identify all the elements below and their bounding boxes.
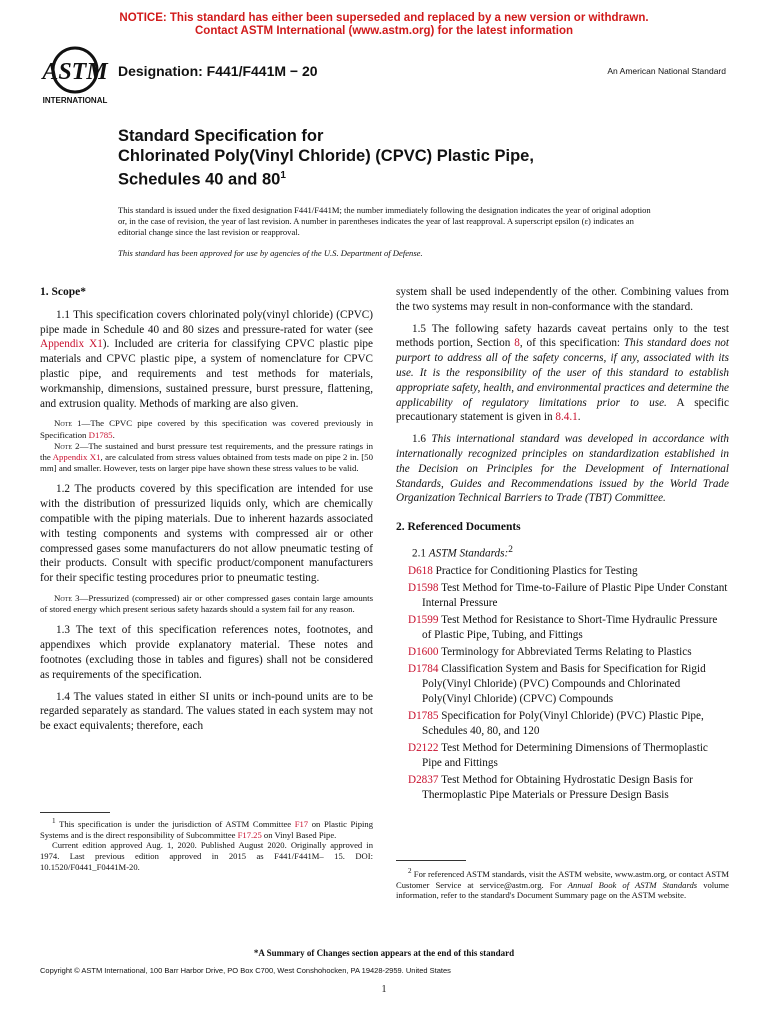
ref-item: D2837 Test Method for Obtaining Hydrostatic Design Basis for Thermoplastic Pipe Materials or Pressure Design Basis bbox=[408, 774, 693, 802]
link-8-4-1[interactable]: 8.4.1 bbox=[555, 411, 578, 424]
refs-heading: 2. Referenced Documents bbox=[396, 521, 521, 534]
ref-link[interactable]: D2837 bbox=[408, 774, 439, 787]
para-1-5: 1.5 The following safety hazards caveat pertains only to the test methods portion, Section 8, of this specification: This standard does not purport to address all of the safety concerns, if any, associated with its use. It is the responsibility of the user of this standard to establish appropriate safety, health, and environmental practices and determine the applicability of regulatory limitations prior to use. A specific precautionary statement is given in 8.4.1. bbox=[396, 322, 729, 424]
ref-link[interactable]: D1600 bbox=[408, 646, 439, 659]
notice-line-1: NOTICE: This standard has either been superseded and replaced by a new version or withdrawn. bbox=[119, 12, 649, 24]
ref-item: D1599 Test Method for Resistance to Short-Time Hydraulic Pressure of Plastic Pipe, Tubing, and Fittings bbox=[408, 614, 718, 642]
ref-item: D1785 Specification for Poly(Vinyl Chloride) (PVC) Plastic Pipe, Schedules 40, 80, and 120 bbox=[408, 710, 704, 738]
para-1-4: 1.4 The values stated in either SI units or inch-pound units are to be regarded separately as standard. The values stated in each system may not be exact equivalents; therefore, each bbox=[40, 690, 373, 733]
ref-link[interactable]: D1785 bbox=[408, 710, 439, 723]
note-2: Note 2—The sustained and burst pressure test requirements, and the pressure ratings in the Appendix X1, are calculated from stress values obtained from tests made on pipe 2 in. [50 mm] and smaller. However, tests on larger pipe have shown these stress values to be valid. bbox=[40, 440, 373, 474]
link-f17[interactable]: F17 bbox=[294, 818, 309, 829]
ref-link[interactable]: D1598 bbox=[408, 582, 439, 595]
footnote-2-ref[interactable]: 2 bbox=[508, 544, 513, 555]
link-appendix-x1[interactable]: Appendix X1 bbox=[40, 338, 103, 351]
right-column bbox=[396, 285, 729, 805]
designation: Designation: F441/F441M − 20 bbox=[118, 63, 318, 79]
para-1-2: 1.2 The products covered by this specification are intended for use with the distribution of pressurized liquids only, which are chemically compatible with the piping materials. Due to inherent hazards associated with testing components and systems with compressed air or other compressed gases some manufacturers do not allow pneumatic testing of their products. Consult with specific product/component manufacturers for their specific testing procedures prior to pneumatic testing. bbox=[40, 483, 373, 585]
para-1-4-cont: system shall be used independently of the other. Combining values from the two systems may result in non-conformance with the standard. bbox=[396, 286, 729, 313]
ref-link[interactable]: D618 bbox=[408, 565, 433, 578]
left-column bbox=[40, 285, 373, 741]
document-title bbox=[118, 126, 678, 190]
link-section-8[interactable]: 8 bbox=[514, 337, 520, 350]
para-1-1: 1.1 This specification covers chlorinated poly(vinyl chloride) (CPVC) pipe made in Schedule 40 and 80 sizes and pressure-rated for water (see Appendix X1). Included are criteria for classifying CPVC plastic pipe materials and CPVC plastic pipe, a system of nomenclature for CPVC plastic pipe, and requirements and test methods for materials, workmanship, dimensions, sustained pressure, burst pressure, flattening, and extrusion quality. Methods of marking are also given. bbox=[40, 308, 373, 410]
ref-item: D1784 Classification System and Basis for Specification for Rigid Poly(Vinyl Chloride) (PVC) Compounds and Chlorinated Poly(Vinyl Chloride) (CPVC) Compounds bbox=[408, 663, 706, 706]
footnote-1: $^1$ This specification is under the jurisdiction of ASTM Committee F17 on Plastic Piping Systems and is the direct responsibility of Subcommittee F17.25 on Vinyl Based Pipe. Current edition approved Aug. 1, 2020. Published August 2020. Originally approved in 1974. Last previous edition approved in 2015 as F441/F441M– 15. DOI: 10.1520/F0441_F0441M-20. bbox=[40, 817, 373, 873]
link-appendix-x1-note[interactable]: Appendix X1 bbox=[52, 451, 101, 462]
page-number: 1 bbox=[381, 984, 387, 995]
scope-heading: 1. Scope* bbox=[40, 286, 86, 298]
ref-item: D2122 Test Method for Determining Dimensions of Thermoplastic Pipe and Fittings bbox=[408, 742, 708, 770]
footnote-divider-right bbox=[396, 860, 466, 861]
american-national-standard: An American National Standard bbox=[607, 66, 726, 76]
summary-of-changes-note: *A Summary of Changes section appears at the end of this standard bbox=[253, 948, 515, 958]
note-1: Note 1—The CPVC pipe covered by this specification was covered previously in Specification D1785. bbox=[40, 418, 373, 440]
ref-item: D1600 Terminology for Abbreviated Terms Relating to Plastics bbox=[408, 646, 692, 659]
notice-banner bbox=[0, 12, 768, 38]
link-f17-25[interactable]: F17.25 bbox=[237, 829, 262, 840]
para-1-3: 1.3 The text of this specification references notes, footnotes, and appendixes which provide explanatory material. These notes and footnotes (excluding those in tables and figures) shall not be considered as requirements of the specification. bbox=[40, 624, 373, 681]
title-line-1: Standard Specification for bbox=[118, 127, 324, 145]
copyright: Copyright © ASTM International, 100 Barr Harbor Drive, PO Box C700, West Conshohocken, PA 19428-2959. United States bbox=[40, 966, 451, 975]
astm-standards-label: 2.1 ASTM Standards:$^2$ bbox=[412, 544, 513, 560]
title-line-3: Schedules 40 and $80^1$ bbox=[118, 170, 286, 189]
ref-item: D618 Practice for Conditioning Plastics for Testing bbox=[408, 565, 638, 578]
footnote-1-edition: Current edition approved Aug. 1, 2020. Published August 2020. Originally approved in 1974. Last previous edition approved in 2015 as F441/F441M– 15. DOI: 10.1520/F0441_F0441M-20. bbox=[40, 840, 373, 873]
para-1-6: 1.6 This international standard was developed in accordance with internationally recognized principles on standardization established in the Decision on Principles for the Development of International Standards, Guides and Recommendations issued by the World Trade Organization Technical Barriers to Trade (TBT) Committee. bbox=[396, 433, 729, 505]
logo-text: INTERNATIONAL bbox=[42, 96, 108, 105]
ref-link[interactable]: D1784 bbox=[408, 663, 439, 676]
svg-text:ASTM: ASTM bbox=[42, 59, 108, 85]
dod-approval: This standard has been approved for use by agencies of the U.S. Department of Defense. bbox=[118, 248, 423, 258]
ref-link[interactable]: D2122 bbox=[408, 742, 439, 755]
ref-link[interactable]: D1599 bbox=[408, 614, 439, 627]
footnote-2: $^2$ For referenced ASTM standards, visit the ASTM website, www.astm.org, or contact ASTM Customer Service at service@astm.org. For Annual Book of ASTM Standards volume information, refer to the standard's Document Summary page on the ASTM website. bbox=[396, 867, 729, 901]
issuance-statement: This standard is issued under the fixed designation F441/F441M; the number immediately following the designation indicates the year of original adoption or, in the case of revision, the year of last revision. A number in parentheses indicates the year of last reapproval. A superscript epsilon (ε) indicates an editorial change since the last revision or reapproval. bbox=[118, 205, 651, 238]
title-line-2: Chlorinated Poly(Vinyl Chloride) (CPVC) Plastic Pipe, bbox=[118, 147, 534, 165]
title-footnote-ref[interactable]: 1 bbox=[280, 170, 286, 181]
note-3: Note 3—Pressurized (compressed) air or other compressed gases contain large amounts of stored energy which present serious safety hazards should a system fail for any reason. bbox=[40, 592, 373, 615]
reference-list bbox=[396, 564, 729, 803]
astm-logo-icon bbox=[40, 46, 110, 106]
notice-line-2: Contact ASTM International (www.astm.org) for the latest information bbox=[194, 25, 574, 37]
footnote-divider-left bbox=[40, 812, 110, 813]
ref-item: D1598 Test Method for Time-to-Failure of Plastic Pipe Under Constant Internal Pressure bbox=[408, 582, 728, 610]
link-d1785[interactable]: D1785 bbox=[88, 429, 113, 440]
